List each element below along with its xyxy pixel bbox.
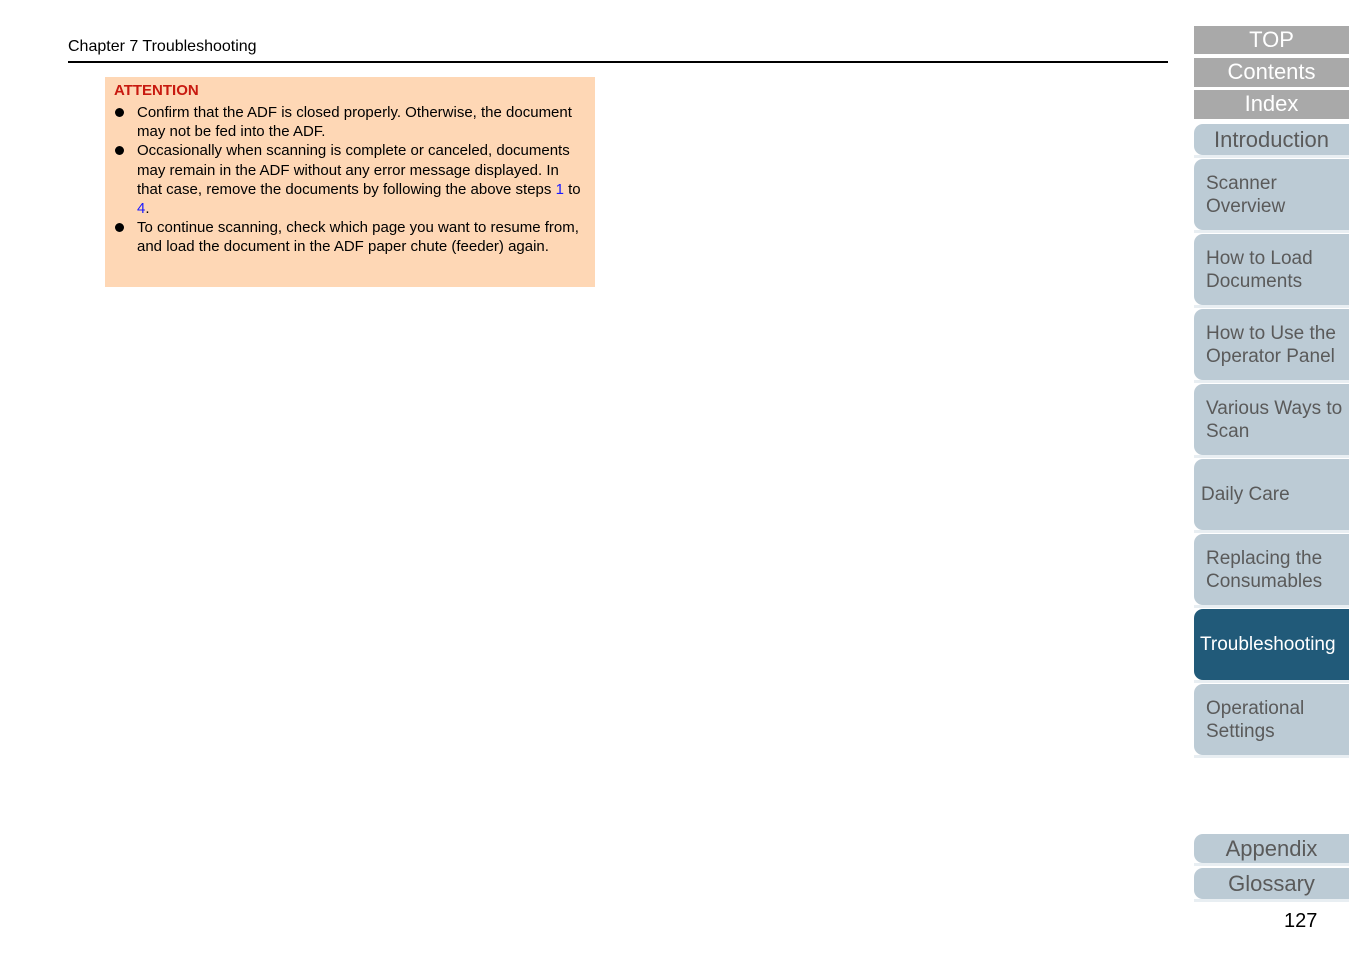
tab-daily-care[interactable]	[1194, 459, 1349, 530]
bullet-icon	[115, 223, 124, 232]
chapter-title: Chapter 7 Troubleshooting	[68, 38, 257, 55]
tab-various-ways-to-scan[interactable]	[1194, 384, 1349, 455]
attention-item-text: Occasionally when scanning is complete or canceled, documents may remain in the ADF without any error message displayed. In that case, remove the documents by following the above steps	[137, 142, 570, 198]
attention-item-text: to	[563, 180, 581, 198]
tab-troubleshooting[interactable]	[1194, 609, 1349, 680]
attention-heading: ATTENTION	[114, 82, 199, 99]
tab-introduction[interactable]	[1194, 124, 1349, 155]
bullet-icon	[115, 146, 124, 155]
tab-label: Appendix	[1225, 836, 1318, 861]
tab-operational-settings[interactable]	[1194, 684, 1349, 755]
step-4-link[interactable]: 4	[137, 200, 146, 218]
nav-contents-button[interactable]: Contents	[1194, 58, 1349, 87]
nav-top-button[interactable]: TOP	[1194, 26, 1349, 54]
tab-appendix[interactable]	[1194, 834, 1349, 863]
tab-replacing-consumables[interactable]	[1194, 534, 1349, 605]
attention-item	[114, 218, 585, 256]
tab-how-to-load-documents[interactable]	[1194, 234, 1349, 305]
attention-list	[114, 103, 585, 257]
attention-item-text: Confirm that the ADF is closed properly. Otherwise, the document may not be fed into the ADF.	[137, 104, 572, 141]
step-1-link[interactable]: 1	[555, 180, 564, 198]
tab-label: Various Ways to Scan	[1206, 397, 1343, 442]
header-divider	[68, 61, 1168, 63]
tab-label: Glossary	[1228, 871, 1315, 896]
attention-item-text: .	[145, 200, 150, 218]
attention-item	[114, 103, 585, 141]
tab-operator-panel[interactable]	[1194, 309, 1349, 380]
tab-label: Operational Settings	[1206, 697, 1305, 742]
page-number: 127	[1284, 910, 1318, 932]
nav-index-button[interactable]: Index	[1194, 90, 1349, 119]
tab-label: Replacing the Consumables	[1206, 547, 1323, 592]
attention-item	[114, 141, 585, 218]
attention-box	[105, 77, 595, 287]
attention-item-text: To continue scanning, check which page you want to resume from, and load the document in the ADF paper chute (feeder) again.	[137, 219, 579, 256]
tab-label: Daily Care	[1201, 484, 1290, 505]
tab-label: How to Load Documents	[1206, 247, 1313, 292]
bullet-icon	[115, 108, 124, 117]
tab-label: Introduction	[1214, 127, 1329, 152]
tab-label: Troubleshooting	[1200, 634, 1336, 655]
tab-label: Scanner Overview	[1206, 172, 1286, 217]
tab-scanner-overview[interactable]	[1194, 159, 1349, 230]
tab-glossary[interactable]	[1194, 868, 1349, 899]
tab-label: How to Use the Operator Panel	[1206, 322, 1336, 367]
